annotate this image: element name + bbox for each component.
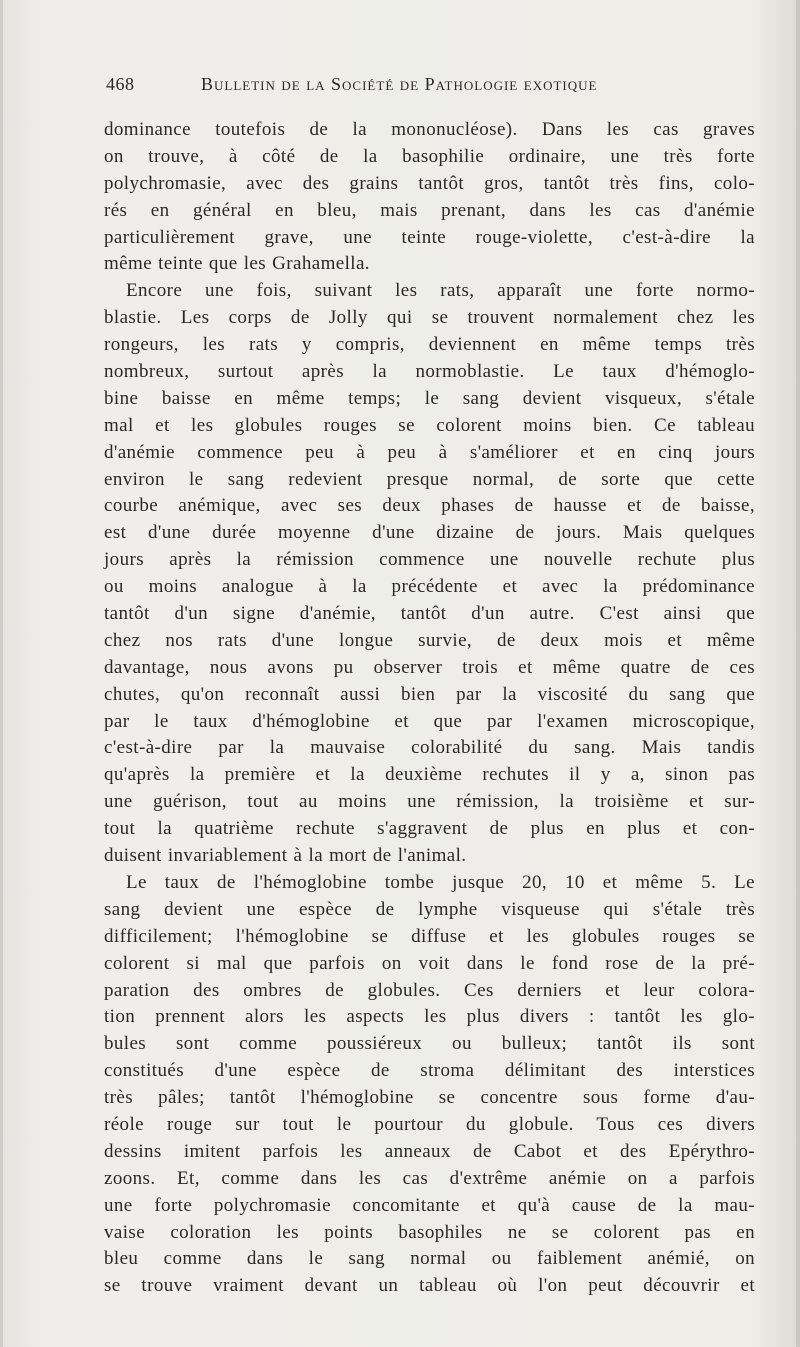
text-line: chutes, qu'on reconnaît aussi bien par la viscosité du sang que (104, 683, 755, 705)
text-line: même teinte que les Grahamella. (104, 253, 370, 275)
text-line: constitués d'une espèce de stroma délimitant des interstices (104, 1060, 755, 1082)
text-line: dominance toutefois de la mononucléose). Dans les cas graves (104, 119, 755, 140)
text-line: sang devient une espèce de lymphe visqueuse qui s'étale très (104, 898, 755, 920)
text-line: bules sont comme poussiéreux ou bulleux; tantôt ils sont (104, 1033, 755, 1055)
text-line: tout la quatrième rechute s'aggravent de plus en plus et con- (104, 818, 755, 840)
text-line: rés en général en bleu, mais prenant, dans les cas d'anémie (104, 199, 755, 221)
text-line: Encore une fois, suivant les rats, apparaît une forte normo- (126, 280, 755, 302)
text-line: blastie. Les corps de Jolly qui se trouvent normalement chez les (104, 307, 755, 329)
text-line: Le taux de l'hémoglobine tombe jusque 20, 10 et même 5. Le (126, 871, 755, 893)
text-line: dessins imitent parfois les anneaux de Cabot et des Epérythro- (104, 1140, 755, 1162)
text-line: nombreux, surtout après la normoblastie. Le taux d'hémoglo- (104, 361, 755, 383)
page-edge-left (0, 0, 3, 1347)
body-text (104, 117, 755, 1300)
text-line: environ le sang redevient presque normal, de sorte que cette (104, 468, 755, 490)
text-line: bleu comme dans le sang normal ou faiblement anémié, on (104, 1248, 755, 1270)
text-line: tantôt d'un signe d'anémie, tantôt d'un autre. C'est ainsi que (104, 603, 755, 625)
text-line: difficilement; l'hémoglobine se diffuse et les globules rouges se (104, 925, 755, 947)
text-line: se trouve vraiment devant un tableau où l'on peut découvrir et (104, 1275, 755, 1297)
text-line: jours après la rémission commence une nouvelle rechute plus (104, 549, 755, 571)
page-edge-right (796, 0, 800, 1347)
text-line: qu'après la première et la deuxième rechutes il y a, sinon pas (104, 764, 755, 786)
text-line: particulièrement grave, une teinte rouge-violette, c'est-à-dire la (104, 226, 755, 248)
text-line: paration des ombres de globules. Ces derniers et leur colora- (104, 979, 755, 1001)
text-line: rongeurs, les rats y compris, deviennent en même temps très (104, 334, 755, 356)
page-number: 468 (106, 74, 135, 94)
text-line: davantage, nous avons pu observer trois et même quatre de ces (104, 656, 755, 678)
text-line: on trouve, à côté de la basophilie ordinaire, une très forte (104, 145, 755, 167)
text-line: courbe anémique, avec ses deux phases de hausse et de baisse, (104, 495, 755, 517)
text-line: par le taux d'hémoglobine et que par l'examen microscopique, (104, 710, 755, 732)
text-line: réole rouge sur tout le pourtour du globule. Tous ces divers (104, 1113, 755, 1135)
text-line: polychromasie, avec des grains tantôt gros, tantôt très fins, colo- (104, 172, 755, 194)
page-header (106, 74, 756, 98)
text-line: duisent invariablement à la mort de l'animal. (104, 845, 467, 867)
text-line: c'est-à-dire par la mauvaise colorabilité du sang. Mais tandis (104, 737, 755, 759)
text-line: colorent si mal que parfois on voit dans le fond rose de la pré- (104, 952, 755, 974)
text-line: vaise coloration les points basophiles ne se colorent pas en (104, 1221, 755, 1243)
text-line: zoons. Et, comme dans les cas d'extrême anémie on a parfois (104, 1167, 755, 1189)
text-line: est d'une durée moyenne d'une dizaine de jours. Mais quelques (104, 522, 755, 544)
text-line: chez nos rats d'une longue survie, de deux mois et même (104, 629, 755, 651)
text-line: très pâles; tantôt l'hémoglobine se concentre sous forme d'au- (104, 1087, 755, 1109)
text-line: une forte polychromasie concomitante et qu'à cause de la mau- (104, 1194, 755, 1216)
text-line: bine baisse en même temps; le sang devient visqueux, s'étale (104, 387, 755, 409)
text-line: ou moins analogue à la précédente et avec la prédominance (104, 576, 755, 598)
text-line: mal et les globules rouges se colorent moins bien. Ce tableau (104, 414, 755, 436)
text-line: d'anémie commence peu à peu à s'améliorer et en cinq jours (104, 441, 755, 463)
text-line: tion prennent alors les aspects les plus divers : tantôt les glo- (104, 1006, 755, 1028)
text-line: une guérison, tout au moins une rémission, la troisième et sur- (104, 791, 755, 813)
running-title: Bulletin de la Société de Pathologie exotique (201, 74, 598, 94)
